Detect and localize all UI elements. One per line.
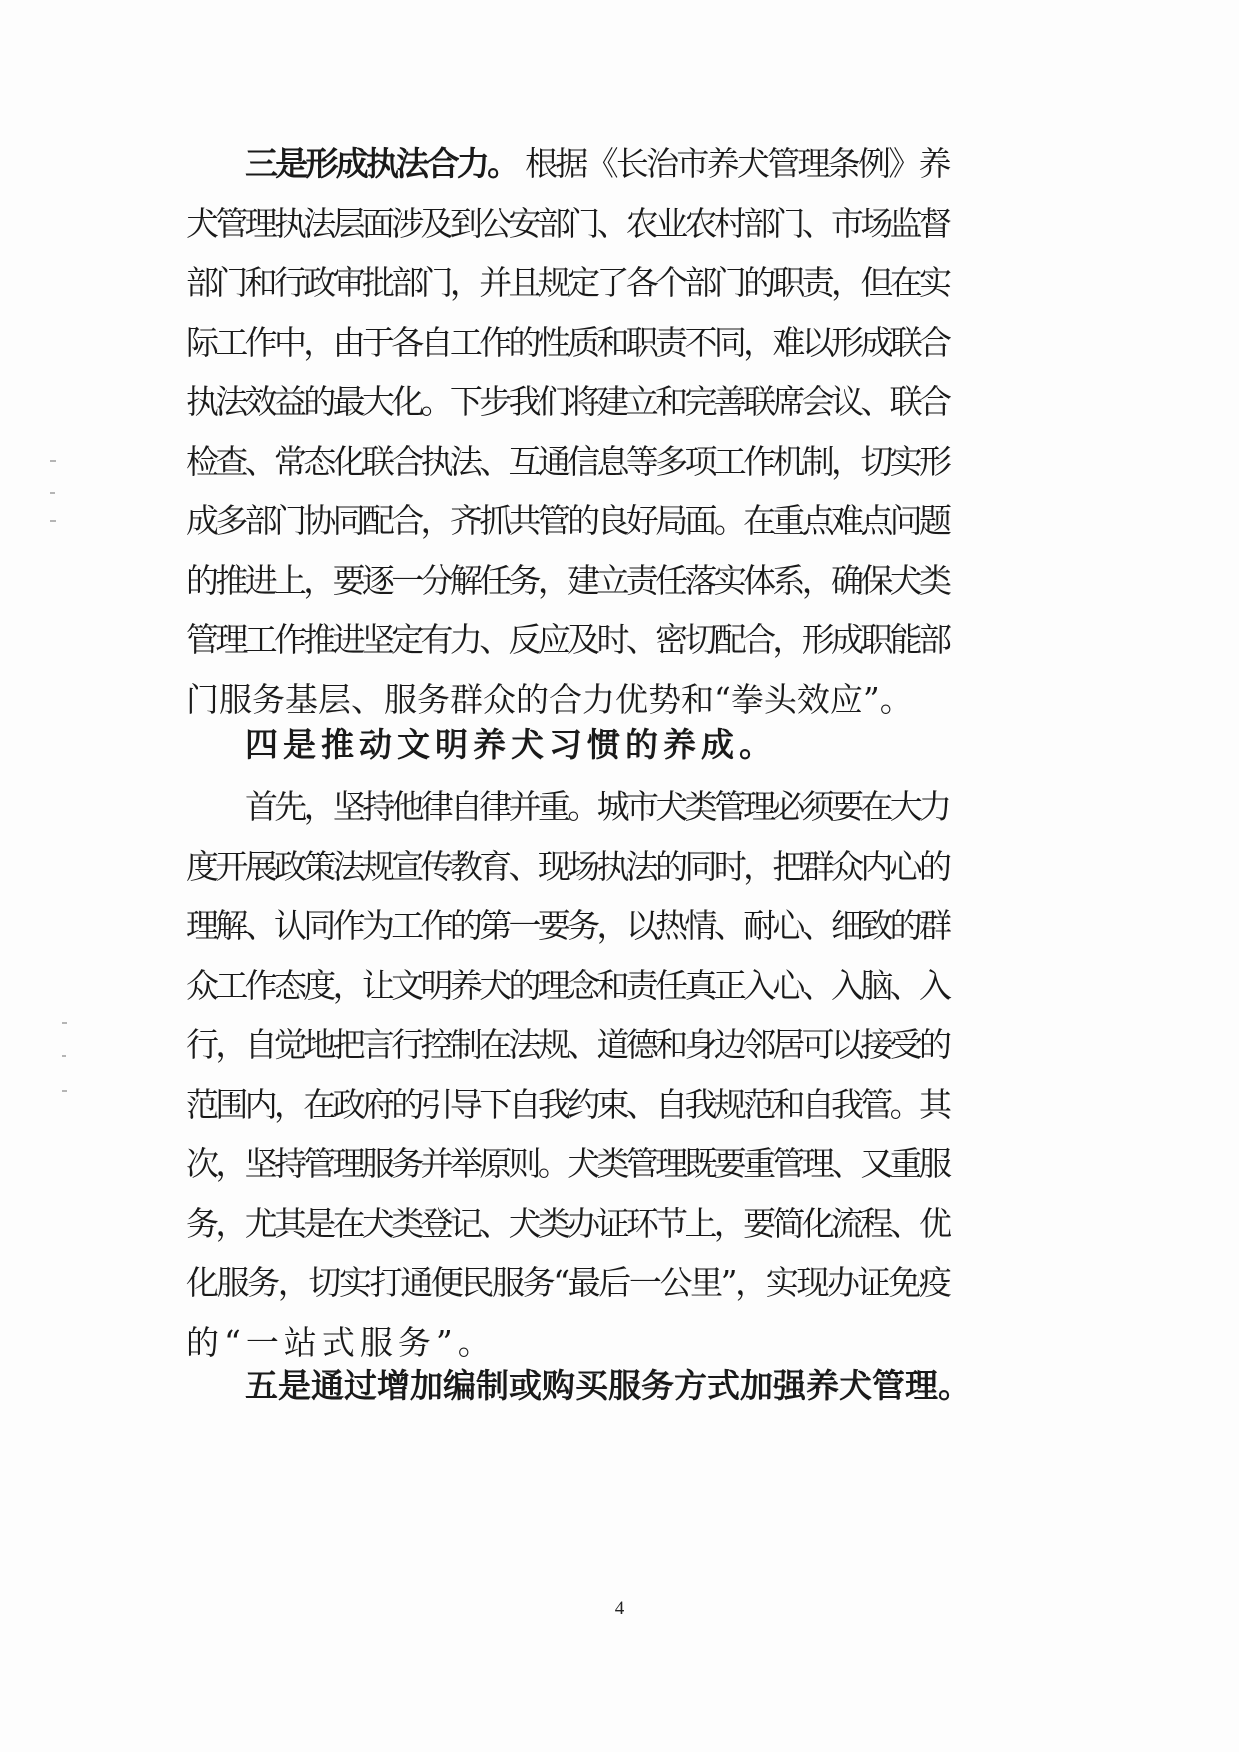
text-line: [245, 783, 952, 831]
text-line: [186, 1319, 952, 1367]
scan-mark: [62, 1022, 67, 1024]
body-text: 检查、常态化联合执法、互通信息等多项工作机制，切实形: [186, 441, 949, 481]
text-line: [186, 1021, 952, 1069]
body-text: 成多部门协同配合，齐抓共管的良好局面。在重点难点问题: [186, 501, 949, 540]
text-line: [245, 1362, 971, 1410]
text-line: [186, 378, 952, 426]
text-line: [186, 616, 952, 664]
body-text: 理解、认同作为工作的第一要务，以热情、耐心、细致的群: [186, 906, 949, 945]
body-text: 管理工作推进坚定有力、反应及时、密切配合，形成职能部: [186, 620, 949, 659]
body-text: 首先，坚持他律自律并重。城市犬类管理必须要在大力: [245, 787, 949, 826]
body-text: 行，自觉地把言行控制在法规、道德和身边邻居可以接受的: [186, 1025, 949, 1064]
scan-mark: [50, 520, 56, 522]
body-text: 部门和行政审批部门，并且规定了各个部门的职责，但在实: [186, 263, 949, 302]
body-text: 犬管理执法层面涉及到公安部门、农业农村部门、市场监督: [186, 203, 949, 243]
text-line: [186, 1140, 952, 1188]
page-number: 4: [614, 1598, 625, 1619]
text-line: [186, 200, 952, 248]
text-line: [186, 259, 952, 307]
body-text: 的推进上，要逐一分解任务，建立责任落实体系，确保犬类: [186, 560, 949, 600]
body-text: 度开展政策法规宣传教育、现场执法的同时，把群众内心的: [186, 846, 949, 886]
text-line: [186, 902, 952, 950]
text-line: [245, 721, 952, 769]
bold-heading-text: 五是通过增加编制或购买服务方式加强养犬管理。: [245, 1366, 971, 1405]
text-line: [186, 1200, 952, 1248]
body-text: 际工作中，由于各自工作的性质和职责不同，难以形成联合: [186, 322, 949, 362]
text-line: [186, 1259, 952, 1307]
body-text: 化服务，切实打通便民服务“最后一公里”，实现办证免疫: [186, 1263, 950, 1302]
bold-heading-text: 四是推动文明养犬习惯的养成。: [245, 725, 777, 764]
body-text: 范围内，在政府的引导下自我约束、自我规范和自我管。其: [186, 1084, 949, 1124]
scan-mark: [62, 1090, 67, 1092]
text-line: [186, 1081, 952, 1129]
text-line: [186, 497, 952, 545]
bold-heading-text: 三是形成执法合力。: [245, 144, 518, 183]
body-text: 的“一站式服务”。: [186, 1322, 496, 1362]
body-text: 众工作态度，让文明养犬的理念和责任真正入心、入脑、入: [186, 965, 949, 1005]
body-text: 根据《长治市养犬管理条例》养: [517, 144, 949, 183]
body-text: 执法效益的最大化。下步我们将建立和完善联席会议、联合: [186, 382, 949, 421]
text-line: [186, 319, 952, 367]
scan-mark: [50, 492, 55, 494]
text-line: [186, 557, 952, 605]
text-line: [245, 140, 952, 188]
text-line: [186, 962, 952, 1010]
scan-mark: [62, 1055, 66, 1057]
body-text: 次，坚持管理服务并举原则。犬类管理既要重管理、又重服: [186, 1144, 949, 1183]
body-text: 务，尤其是在犬类登记、犬类办证环节上，要简化流程、优: [186, 1203, 949, 1243]
scan-mark: [50, 460, 56, 462]
text-line: [186, 438, 952, 486]
text-line: [186, 676, 952, 724]
body-text: 门服务基层、服务群众的合力优势和“拳头效应”。: [186, 679, 913, 719]
text-line: [186, 843, 952, 891]
